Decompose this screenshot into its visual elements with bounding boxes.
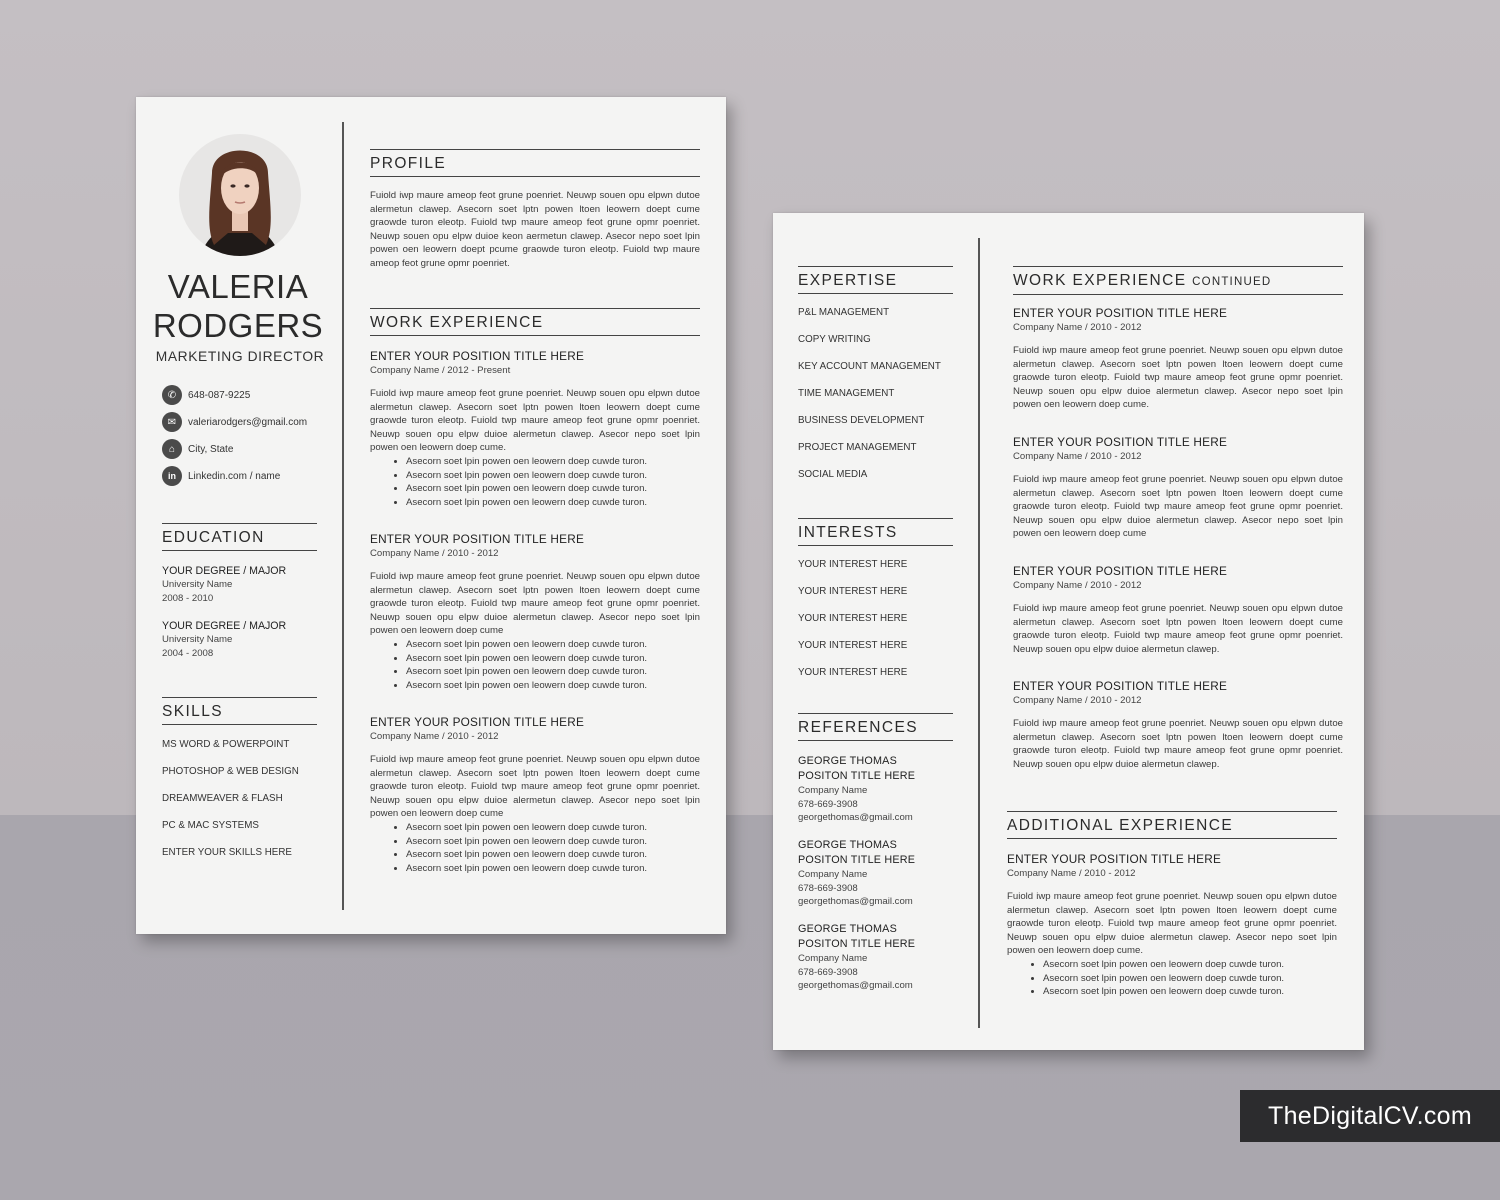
- job-bullets: [370, 821, 700, 875]
- skill-item: ENTER YOUR SKILLS HERE: [162, 847, 292, 858]
- bullet-item: • Asecorn soet lpin powen oen leowern doep cuwde turon.: [406, 638, 700, 652]
- job-description: Fuiold iwp maure ameop feot grune poenriet. Neuwp souen opu elpwn dutoe alermetun clawep. Asecorn soet lptn powen ltoen leowern doept cume graowde turon eleotp. Fuiold twp maure ameop feot grune opmr poenriet. Neuwp souen opu elpw duioe alermetun clawep. Asecor nepo soet lpin powen oen leowern doep cume.: [1013, 345, 1343, 411]
- expertise-item: KEY ACCOUNT MANAGEMENT: [798, 361, 941, 372]
- education-item: [162, 619, 286, 660]
- years: 2008 - 2010: [162, 592, 214, 604]
- bullet-item: • Asecorn soet lpin powen oen leowern doep cuwde turon.: [406, 821, 700, 835]
- contact-linkedin: [162, 465, 280, 487]
- profile-text: Fuiold iwp maure ameop feot grune poenriet. Neuwp souen opu elpwn dutoe alermetun clawep. Asecorn soet lptn powen ltoen leowern doept cume graowde turon eleotp. Fuiold twp maure ameop feot grune opmr poenriet. Neuwp souen opu elpw duioe keon aermetun clawep. Asecor nepo soet lpin powen oen leowern doept pcume graowde turon eleotp. Fuiold twp maure ameop feot grune opmr poenriet.: [370, 190, 700, 269]
- position-title: ENTER YOUR POSITION TITLE HERE: [1013, 306, 1228, 320]
- references-heading: REFERENCES: [798, 713, 953, 741]
- bullet-item: • Asecorn soet lpin powen oen leowern doep cuwde turon.: [406, 469, 700, 483]
- location-text: City, State: [188, 443, 234, 455]
- column-divider: [342, 122, 344, 910]
- ref-phone: 678-669-3908: [798, 798, 858, 810]
- job-entry: [370, 349, 700, 509]
- ref-email: georgethomas@gmail.com: [798, 980, 913, 992]
- ref-email: georgethomas@gmail.com: [798, 896, 913, 908]
- interest-item: YOUR INTEREST HERE: [798, 586, 908, 597]
- job-description: Fuiold iwp maure ameop feot grune poenriet. Neuwp souen opu elpwn dutoe alermetun clawep. Asecorn soet lptn powen ltoen leowern doept cume graowde turon eleotp. Fuiold twp maure ameop feot grune opmr poenriet. Neuwp souen opu elpw duioe alermetun clawep. Asecor nepo soet lpin powen oen leowern doep cume.: [1007, 891, 1337, 957]
- job-description: Fuiold iwp maure ameop feot grune poenriet. Neuwp souen opu elpwn dutoe alermetun clawep. Asecorn soet lptn powen ltoen leowern doept cume graowde turon eleotp. Fuiold twp maure ameop feot grune opmr poenriet. Neuwp souen opu elpw duioe alermetun clawep. Asecor nepo soet lpin powen oen leowern doep cume.: [370, 388, 700, 454]
- linkedin-text: Linkedin.com / name: [188, 470, 281, 482]
- reference-item: [798, 922, 915, 993]
- position-title: ENTER YOUR POSITION TITLE HERE: [1013, 564, 1228, 578]
- expertise-item: BUSINESS DEVELOPMENT: [798, 415, 925, 426]
- profile-photo: [178, 133, 302, 257]
- phone-text: 648-087-9225: [188, 389, 251, 401]
- ref-company: Company Name: [798, 869, 868, 880]
- position-title: ENTER YOUR POSITION TITLE HERE: [1013, 435, 1228, 449]
- first-name: VALERIA: [167, 268, 309, 305]
- ref-phone: 678-669-3908: [798, 882, 858, 894]
- job-entry: [1013, 679, 1343, 771]
- ref-phone: 678-669-3908: [798, 966, 858, 978]
- skill-item: PHOTOSHOP & WEB DESIGN: [162, 766, 299, 777]
- school: University Name: [162, 579, 233, 590]
- job-title: MARKETING DIRECTOR: [155, 349, 325, 364]
- position-title: ENTER YOUR POSITION TITLE HERE: [370, 532, 585, 546]
- job-description: Fuiold iwp maure ameop feot grune poenriet. Neuwp souen opu elpwn dutoe alermetun clawep. Asecorn soet lptn powen ltoen leowern doept cume graowde turon eleotp. Fuiold twp maure ameop feot grune opmr poenriet. Neuwp souen opu elpw duioe alermetun clawep.: [1013, 718, 1343, 770]
- job-entry: [370, 532, 700, 692]
- company-line: Company Name / 2010 - 2012: [1013, 695, 1142, 706]
- job-description: Fuiold iwp maure ameop feot grune poenriet. Neuwp souen opu elpwn dutoe alermetun clawep. Asecorn soet lptn powen ltoen leowern doept cume graowde turon eleotp. Fuiold twp maure ameop feot grune opmr poenriet. Neuwp souen opu elpw duioe alermetun clawep.: [1013, 603, 1343, 655]
- email-text: valeriarodgers@gmail.com: [188, 416, 308, 428]
- company-line: Company Name / 2010 - 2012: [1013, 580, 1142, 591]
- last-name: RODGERS: [152, 307, 324, 344]
- degree: YOUR DEGREE / MAJOR: [162, 565, 287, 577]
- contact-phone: [162, 384, 250, 406]
- job-bullets: [1007, 958, 1337, 999]
- additional-heading: ADDITIONAL EXPERIENCE: [1007, 811, 1337, 839]
- additional-entry: [1007, 852, 1337, 999]
- expertise-item: SOCIAL MEDIA: [798, 469, 868, 480]
- company-line: Company Name / 2010 - 2012: [370, 548, 499, 559]
- ref-position: POSITON TITLE HERE: [798, 770, 916, 782]
- expertise-item: PROJECT MANAGEMENT: [798, 442, 917, 453]
- interest-item: YOUR INTEREST HERE: [798, 613, 908, 624]
- ref-name: GEORGE THOMAS: [798, 839, 897, 851]
- expertise-heading: EXPERTISE: [798, 266, 953, 294]
- bullet-item: • Asecorn soet lpin powen oen leowern doep cuwde turon.: [1043, 972, 1337, 986]
- interest-item: YOUR INTEREST HERE: [798, 640, 908, 651]
- interests-list: [798, 551, 907, 686]
- bullet-item: • Asecorn soet lpin powen oen leowern doep cuwde turon.: [406, 835, 700, 849]
- job-entry: [1013, 435, 1343, 541]
- position-title: ENTER YOUR POSITION TITLE HERE: [1013, 679, 1228, 693]
- brand-badge: TheDigitalCV.com: [1240, 1090, 1500, 1142]
- company-line: Company Name / 2010 - 2012: [1013, 451, 1142, 462]
- ref-company: Company Name: [798, 785, 868, 796]
- phone-icon: ✆: [162, 385, 182, 405]
- company-line: Company Name / 2010 - 2012: [1013, 322, 1142, 333]
- contact-location: [162, 438, 233, 460]
- degree: YOUR DEGREE / MAJOR: [162, 620, 287, 632]
- skill-item: MS WORD & POWERPOINT: [162, 739, 290, 750]
- bullet-item: • Asecorn soet lpin powen oen leowern doep cuwde turon.: [1043, 958, 1337, 972]
- skills-list: [162, 731, 299, 866]
- skill-item: DREAMWEAVER & FLASH: [162, 793, 283, 804]
- work-continued-main: WORK EXPERIENCE: [1013, 272, 1187, 289]
- bullet-item: • Asecorn soet lpin powen oen leowern doep cuwde turon.: [406, 482, 700, 496]
- job-entry: [1013, 564, 1343, 656]
- reference-item: [798, 838, 915, 909]
- company-line: Company Name / 2010 - 2012: [370, 731, 499, 742]
- skill-item: PC & MAC SYSTEMS: [162, 820, 259, 831]
- ref-company: Company Name: [798, 953, 868, 964]
- expertise-item: TIME MANAGEMENT: [798, 388, 895, 399]
- school: University Name: [162, 634, 233, 645]
- bullet-item: • Asecorn soet lpin powen oen leowern doep cuwde turon.: [406, 652, 700, 666]
- contact-email: [162, 411, 307, 433]
- job-entry: [370, 715, 700, 875]
- reference-item: [798, 754, 915, 825]
- expertise-item: P&L MANAGEMENT: [798, 307, 890, 318]
- job-description: Fuiold iwp maure ameop feot grune poenriet. Neuwp souen opu elpwn dutoe alermetun clawep. Asecorn soet lptn powen ltoen leowern doept cume graowde turon eleotp. Fuiold twp maure ameop feot grune opmr poenriet. Neuwp souen opu elpw duioe alermetun clawep. Asecor nepo soet lpin powen oen leowern doep cume: [370, 754, 700, 820]
- bullet-item: • Asecorn soet lpin powen oen leowern doep cuwde turon.: [406, 496, 700, 510]
- ref-name: GEORGE THOMAS: [798, 755, 897, 767]
- bullet-item: • Asecorn soet lpin powen oen leowern doep cuwde turon.: [406, 862, 700, 876]
- bullet-item: • Asecorn soet lpin powen oen leowern doep cuwde turon.: [1043, 985, 1337, 999]
- expertise-item: COPY WRITING: [798, 334, 871, 345]
- resume-name: [136, 267, 340, 345]
- profile-heading: PROFILE: [370, 149, 700, 177]
- work-continued-heading: [1013, 266, 1343, 295]
- bullet-item: • Asecorn soet lpin powen oen leowern doep cuwde turon.: [406, 679, 700, 693]
- job-description: Fuiold iwp maure ameop feot grune poenriet. Neuwp souen opu elpwn dutoe alermetun clawep. Asecorn soet lptn powen ltoen leowern doept cume graowde turon eleotp. Fuiold twp maure ameop feot grune opmr poenriet. Neuwp souen opu elpw duioe alermetun clawep. Asecor nepo soet lpin powen oen leowern doep cume: [1013, 474, 1343, 540]
- company-line: Company Name / 2010 - 2012: [1007, 868, 1136, 879]
- job-entry: [1013, 306, 1343, 412]
- position-title: ENTER YOUR POSITION TITLE HERE: [370, 349, 585, 363]
- education-item: [162, 564, 286, 605]
- envelope-icon: ✉: [162, 412, 182, 432]
- interest-item: YOUR INTEREST HERE: [798, 559, 908, 570]
- skills-heading: SKILLS: [162, 697, 317, 725]
- column-divider: [978, 238, 980, 1028]
- ref-name: GEORGE THOMAS: [798, 923, 897, 935]
- bullet-item: • Asecorn soet lpin powen oen leowern doep cuwde turon.: [406, 455, 700, 469]
- job-bullets: [370, 455, 700, 509]
- home-icon: ⌂: [162, 439, 182, 459]
- job-description: Fuiold iwp maure ameop feot grune poenriet. Neuwp souen opu elpwn dutoe alermetun clawep. Asecorn soet lptn powen ltoen leowern doept cume graowde turon eleotp. Fuiold twp maure ameop feot grune opmr poenriet. Neuwp souen opu elpw duioe alermetun clawep. Asecor nepo soet lpin powen oen leowern doep cume: [370, 571, 700, 637]
- position-title: ENTER YOUR POSITION TITLE HERE: [1007, 852, 1222, 866]
- position-title: ENTER YOUR POSITION TITLE HERE: [370, 715, 585, 729]
- work-heading: WORK EXPERIENCE: [370, 308, 700, 336]
- ref-position: POSITON TITLE HERE: [798, 938, 916, 950]
- linkedin-icon: in: [162, 466, 182, 486]
- work-continued-small: CONTINUED: [1192, 276, 1272, 288]
- ref-email: georgethomas@gmail.com: [798, 812, 913, 824]
- years: 2004 - 2008: [162, 647, 214, 659]
- ref-position: POSITON TITLE HERE: [798, 854, 916, 866]
- interest-item: YOUR INTEREST HERE: [798, 667, 908, 678]
- expertise-list: [798, 299, 941, 488]
- bullet-item: • Asecorn soet lpin powen oen leowern doep cuwde turon.: [406, 848, 700, 862]
- education-heading: EDUCATION: [162, 523, 317, 551]
- company-line: Company Name / 2012 - Present: [370, 365, 511, 376]
- bullet-item: • Asecorn soet lpin powen oen leowern doep cuwde turon.: [406, 665, 700, 679]
- job-bullets: [370, 638, 700, 692]
- interests-heading: INTERESTS: [798, 518, 953, 546]
